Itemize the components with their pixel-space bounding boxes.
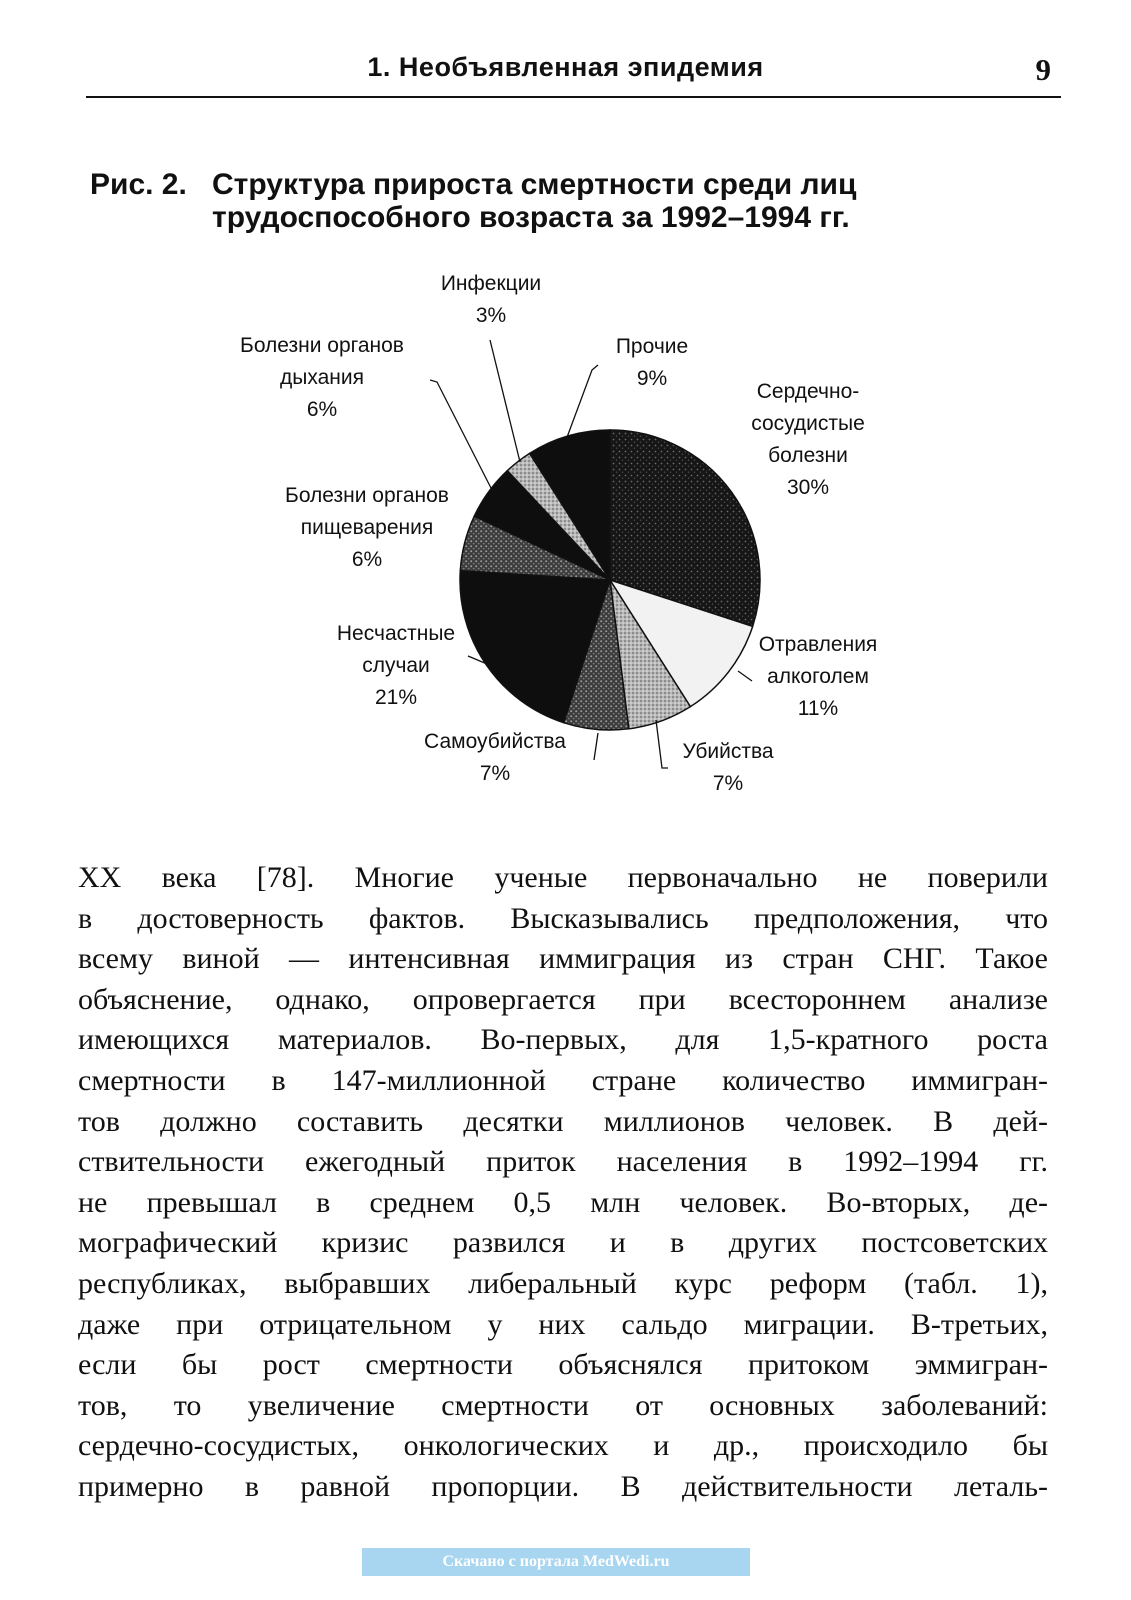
leader-line bbox=[430, 380, 492, 490]
slice-name-label: сосудистые bbox=[751, 412, 865, 435]
watermark-banner: Скачано с портала MedWedi.ru bbox=[362, 1548, 750, 1576]
body-line: тов должно составить десятки миллионов человек. В дей- bbox=[78, 1104, 1048, 1138]
slice-name-label: Болезни органов bbox=[240, 334, 404, 357]
slice-label bbox=[441, 272, 541, 327]
body-line: если бы рост смертности объяснялся притоком эммигран- bbox=[78, 1348, 1048, 1382]
slice-label bbox=[751, 380, 865, 499]
slice-value-label: 7% bbox=[479, 762, 511, 785]
slice-name-label: Инфекции bbox=[440, 272, 542, 295]
slice-value-label: 6% bbox=[351, 548, 383, 571]
slice-value-label: 3% bbox=[475, 304, 507, 327]
slice-label bbox=[759, 633, 878, 720]
slice-name-label: случаи bbox=[362, 654, 430, 677]
body-line: объяснение, однако, опровергается при всестороннем анализе bbox=[78, 982, 1048, 1016]
body-line: мографический кризис развился и в других постсоветских bbox=[78, 1226, 1048, 1260]
body-line: даже при отрицательном у них сальдо миграции. В-третьих, bbox=[78, 1307, 1048, 1341]
slice-value-label: 6% bbox=[306, 398, 338, 421]
page-number: 9 bbox=[1035, 52, 1051, 87]
body-line: не превышал в среднем 0,5 млн человек. Во-вторых, де- bbox=[78, 1185, 1048, 1219]
leader-line bbox=[490, 340, 520, 462]
body-line: смертности в 147-миллионной стране количество иммигран- bbox=[78, 1063, 1048, 1097]
body-paragraph bbox=[78, 858, 1048, 1508]
slice-name-label: Болезни органов bbox=[285, 484, 449, 507]
leader-line bbox=[656, 720, 668, 768]
slice-value-label: 30% bbox=[786, 476, 830, 499]
slice-label bbox=[285, 484, 449, 571]
pie-slices bbox=[460, 430, 760, 730]
slice-value-label: 11% bbox=[797, 697, 839, 720]
running-head-title: 1. Необъявленная эпидемия bbox=[367, 52, 764, 82]
body-line: сердечно-сосудистых, онкологических и др., происходило бы bbox=[78, 1429, 1048, 1463]
slice-name-label: Несчастные bbox=[336, 622, 456, 645]
slice-value-label: 7% bbox=[712, 772, 744, 795]
slice-name-label: Прочие bbox=[615, 335, 689, 358]
slice-name-label: болезни bbox=[768, 444, 848, 467]
body-line: имеющихся материалов. Во-первых, для 1,5-кратного роста bbox=[78, 1023, 1048, 1057]
slice-label bbox=[682, 740, 773, 795]
leader-line bbox=[738, 671, 752, 681]
slice-name-label: Сердечно- bbox=[756, 380, 860, 403]
slice-name-label: Самоубийства bbox=[424, 730, 566, 753]
slice-label bbox=[240, 334, 404, 421]
slice-value-label: 21% bbox=[374, 686, 418, 709]
body-line: примерно в равной пропорции. В действительности леталь- bbox=[78, 1469, 1048, 1503]
slice-name-label: Убийства bbox=[682, 740, 774, 763]
body-line: в достоверность фактов. Высказывались предположения, что bbox=[78, 901, 1048, 935]
slice-name-label: алкоголем bbox=[767, 665, 869, 688]
slice-label bbox=[424, 730, 566, 785]
slice-name-label: пищеварения bbox=[300, 516, 434, 539]
slice-name-label: дыхания bbox=[280, 366, 364, 389]
body-line: всему виной — интенсивная иммиграция из стран СНГ. Такое bbox=[78, 942, 1048, 976]
slice-value-label: 9% bbox=[636, 367, 668, 390]
figure-number: Рис. 2. bbox=[90, 168, 187, 201]
body-line: республиках, выбравших либеральный курс реформ (табл. 1), bbox=[78, 1266, 1048, 1300]
slice-label bbox=[616, 335, 688, 390]
body-line: XX века [78]. Многие ученые первоначально не поверили bbox=[78, 861, 1048, 894]
slice-label bbox=[337, 622, 455, 709]
slice-name-label: Отравления bbox=[758, 633, 878, 656]
body-line: ствительности ежегодный приток населения в 1992–1994 гг. bbox=[78, 1145, 1048, 1179]
body-line: тов, то увеличение смертности от основных заболеваний: bbox=[78, 1388, 1048, 1422]
leader-line bbox=[566, 365, 598, 440]
figure-title-line-2: трудоспособного возраста за 1992–1994 гг. bbox=[212, 201, 850, 234]
figure-title-line-1: Структура прироста смертности среди лиц bbox=[212, 168, 857, 201]
leader-line bbox=[594, 733, 598, 760]
